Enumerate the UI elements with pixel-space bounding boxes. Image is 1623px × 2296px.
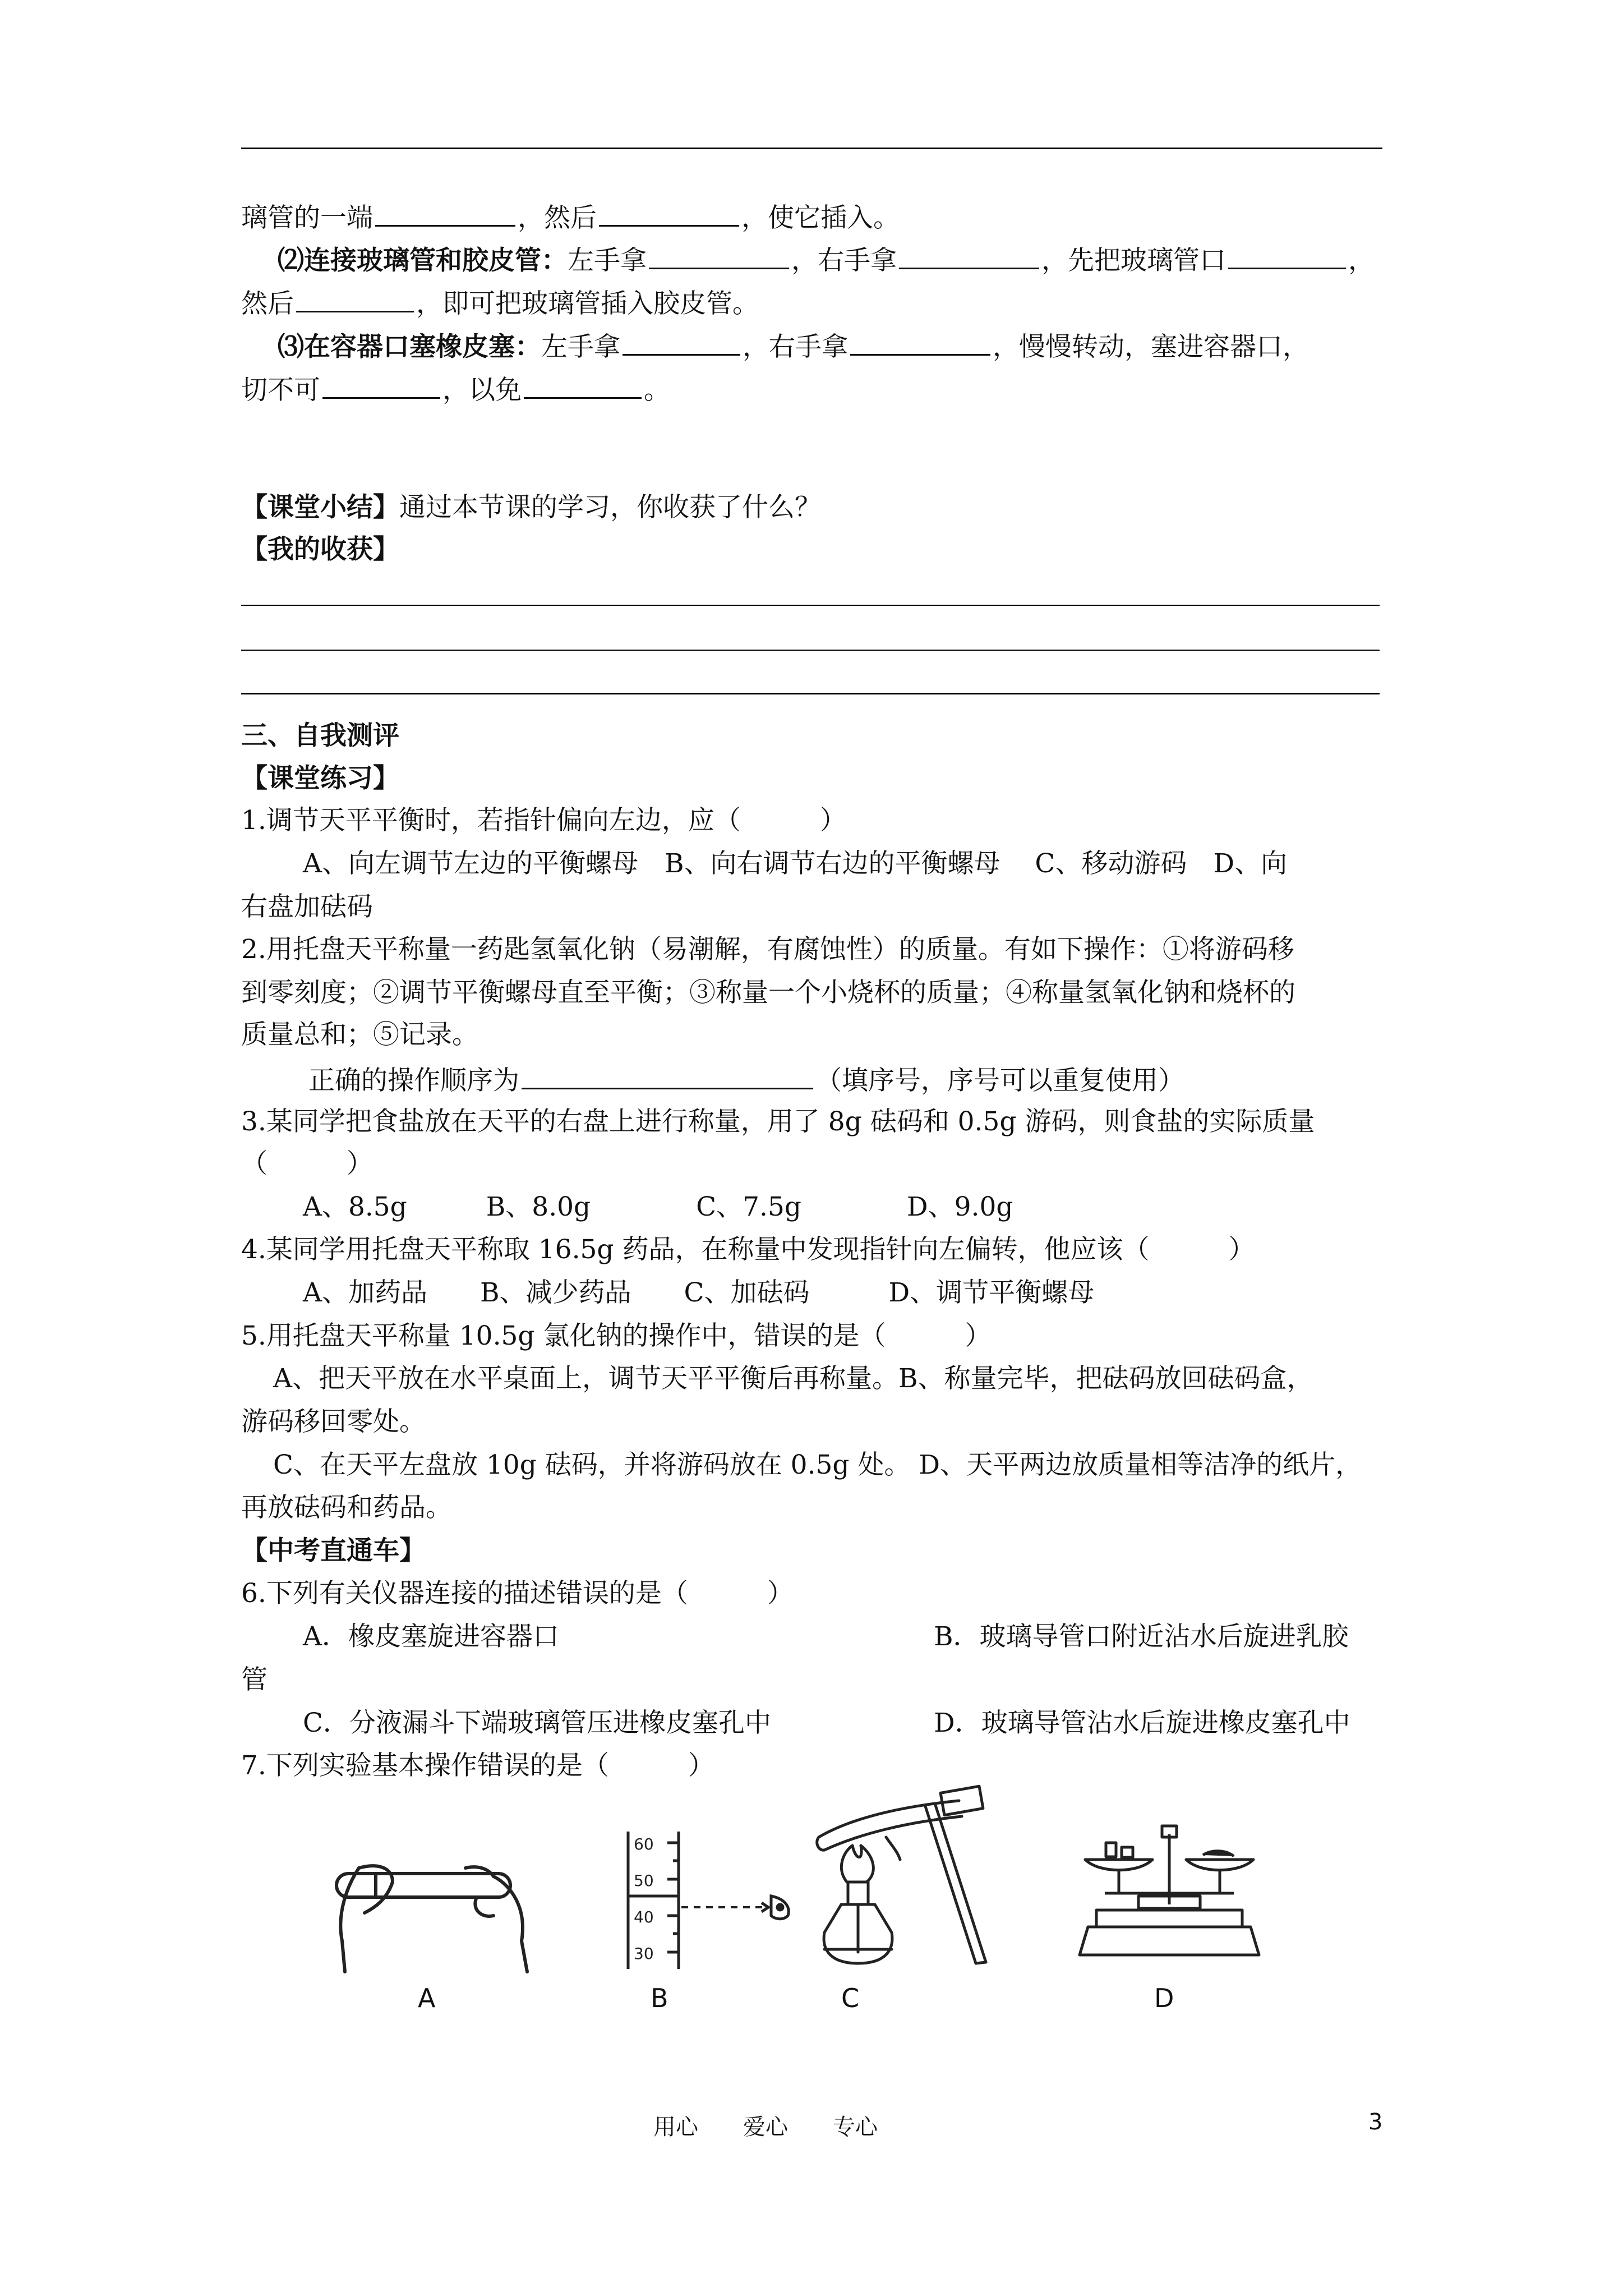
figure-d-balance-scale [1077, 1820, 1262, 1963]
text: 切不可 [241, 375, 320, 406]
answer-blank[interactable] [899, 242, 1039, 269]
question-3-line-2: （ ） [241, 1148, 373, 1179]
question-4-options: A、加药品 B、减少药品 C、加砝码 D、调节平衡螺母 [303, 1277, 1095, 1308]
practice-title: 【课堂练习】 [241, 763, 399, 794]
text: ，右手拿 [743, 332, 848, 362]
text: ，即可把玻璃管插入胶皮管。 [416, 288, 759, 319]
harvest-line-3[interactable] [241, 693, 1380, 694]
footer-motto: 用心 爱心 专心 [653, 2114, 878, 2140]
figure-label-c: C [841, 1983, 860, 2013]
question-6-option-b-cont: 管 [241, 1664, 268, 1695]
header-rule [241, 148, 1382, 149]
figure-c-alcohol-lamp-test-tube [808, 1784, 1043, 1975]
question-2-line-2: 到零刻度；②调节平衡螺母直至平衡；③称量一个小烧杯的质量；④称量氢氧化钠和烧杯的 [241, 977, 1295, 1008]
text: （填序号，序号可以重复使用） [815, 1065, 1184, 1096]
question-6-option-b: B．玻璃导管口附近沾水后旋进乳胶 [934, 1621, 1349, 1652]
cylinder-tick-40: 40 [634, 1908, 654, 1926]
section-title: 【课堂小结】 [241, 492, 399, 523]
question-6-option-d: D．玻璃导管沾水后旋进橡皮塞孔中 [934, 1708, 1350, 1738]
cylinder-tick-30: 30 [634, 1944, 654, 1963]
section-heading: 三、自我测评 [241, 720, 399, 751]
exam-title: 【中考直通车】 [241, 1535, 426, 1566]
question-5-option-a-cont: 游码移回零处。 [241, 1406, 426, 1437]
question-6-option-c: C．分液漏斗下端玻璃管压进橡皮塞孔中 [303, 1708, 771, 1738]
text: ， [1348, 245, 1375, 276]
answer-blank[interactable] [322, 371, 440, 399]
question-7: 7.下列实验基本操作错误的是（ ） [241, 1750, 714, 1781]
answer-blank[interactable] [296, 285, 414, 312]
text: 璃管的一端 [241, 203, 373, 233]
answer-blank[interactable] [524, 371, 642, 399]
text: ，慢慢转动，塞进容器口， [993, 332, 1309, 362]
fill-line-3 [241, 285, 759, 321]
text: ，以免 [442, 375, 522, 406]
answer-blank[interactable] [850, 328, 990, 356]
cylinder-tick-50: 50 [634, 1871, 654, 1890]
question-1: 1.调节天平平衡时，若指针偏向左边，应（ ） [241, 805, 846, 836]
question-1-options: A、向左调节左边的平衡螺母 B、向右调节右边的平衡螺母 C、移动游码 D、向 [303, 848, 1288, 879]
harvest-line-2[interactable] [241, 650, 1380, 651]
question-5-option-a: A、把天平放在水平桌面上，调节天平平衡后再称量。B、称量完毕，把砝码放回砝码盒， [273, 1363, 1313, 1394]
page-number: 3 [1368, 2109, 1383, 2135]
figure-a-test-tube-hands [325, 1851, 538, 1980]
fill-line-2 [278, 242, 1375, 278]
question-1-options-cont: 右盘加砝码 [241, 891, 373, 922]
cylinder-tick-60: 60 [634, 1835, 654, 1853]
question-2-line-1: 2.用托盘天平称量一药匙氢氧化钠（易潮解，有腐蚀性）的质量。有如下操作：①将游码移 [241, 934, 1294, 965]
answer-blank[interactable] [1228, 242, 1346, 269]
text: 通过本节课的学习，你收获了什么？ [399, 492, 821, 523]
fill-line-1 [241, 199, 900, 235]
subheading: ⑶在容器口塞橡皮塞： [278, 332, 541, 362]
text: 正确的操作顺序为 [308, 1065, 519, 1096]
text: ，使它插入。 [741, 203, 900, 233]
question-2-line-4 [308, 1062, 1184, 1098]
question-5-option-c: C、在天平左盘放 10g 砝码，并将游码放在 0.5g 处。 D、天平两边放质量相等洁净的纸片， [273, 1450, 1362, 1480]
figure-label-a: A [418, 1983, 436, 2013]
figure-b-measuring-cylinder [617, 1826, 802, 1972]
answer-blank[interactable] [522, 1062, 813, 1089]
text: 。 [644, 375, 670, 406]
text: 左手拿 [541, 332, 620, 362]
text: ，右手拿 [791, 245, 897, 276]
text: 左手拿 [568, 245, 647, 276]
question-5: 5.用托盘天平称量 10.5g 氯化钠的操作中，错误的是（ ） [241, 1320, 992, 1351]
answer-blank[interactable] [649, 242, 789, 269]
question-3-line-1: 3.某同学把食盐放在天平的右盘上进行称量，用了 8g 砝码和 0.5g 游码，则食盐的实际质量 [241, 1106, 1315, 1137]
question-5-option-c-cont: 再放砝码和药品。 [241, 1492, 452, 1523]
fill-line-5 [241, 371, 670, 407]
figure-label-d: D [1154, 1983, 1174, 2013]
question-2-line-3: 质量总和；⑤记录。 [241, 1019, 478, 1050]
text: ，然后 [518, 203, 597, 233]
question-6-option-a: A．橡皮塞旋进容器口 [303, 1621, 559, 1652]
text: ，先把玻璃管口 [1041, 245, 1226, 276]
text: 然后 [241, 288, 294, 319]
fill-line-4 [278, 328, 1309, 364]
summary-line [241, 491, 821, 524]
answer-blank[interactable] [623, 328, 740, 356]
figure-label-b: B [651, 1983, 668, 2013]
answer-blank[interactable] [599, 199, 739, 227]
question-3-options: A、8.5g B、8.0g C、7.5g D、9.0g [303, 1191, 1013, 1222]
subheading: ⑵连接玻璃管和胶皮管： [278, 245, 568, 276]
harvest-line-1[interactable] [241, 605, 1380, 606]
harvest-title: 【我的收获】 [241, 534, 399, 565]
question-4: 4.某同学用托盘天平称取 16.5g 药品，在称量中发现指针向左偏转，他应该（ ） [241, 1234, 1255, 1265]
answer-blank[interactable] [375, 199, 515, 227]
question-6: 6.下列有关仪器连接的描述错误的是（ ） [241, 1578, 794, 1609]
